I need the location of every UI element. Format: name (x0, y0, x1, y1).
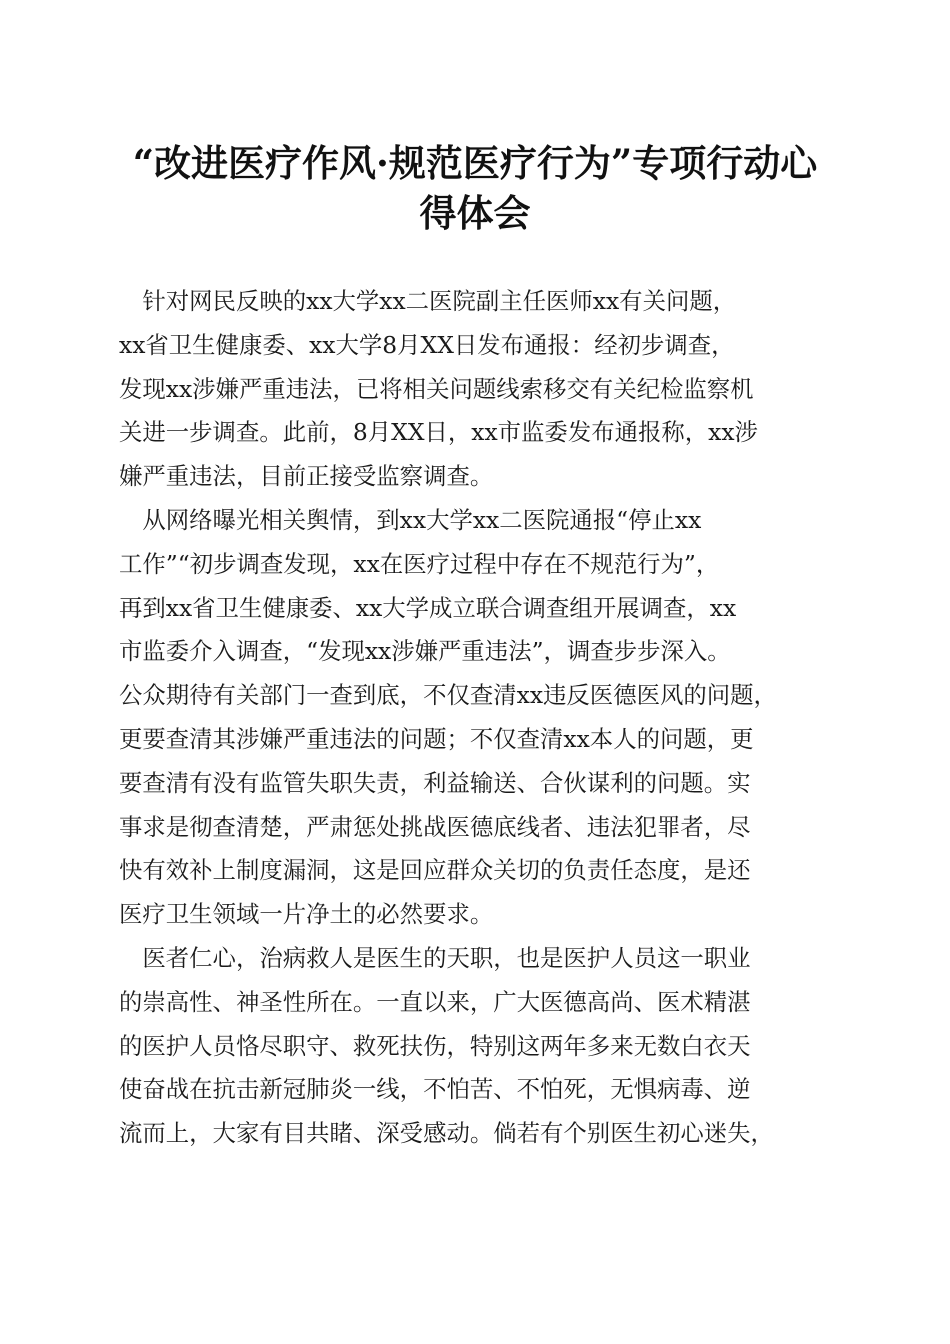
text-line: 针对网民反映的xx大学xx二医院副主任医师xx有关问题， (119, 287, 737, 315)
text-line: 医疗卫生领域一片净土的必然要求。 (119, 900, 494, 929)
text-line: 市监委介入调查，“发现xx涉嫌严重违法”，调查步步深入。 (119, 637, 731, 666)
text-line: 关进一步调查。此前，8月XX日，xx市监委发布通报称，xx涉 (119, 418, 758, 447)
paragraph-2 (119, 499, 839, 937)
text-line: 从网络曝光相关舆情，到xx大学xx二医院通报“停止xx (119, 505, 702, 534)
text-line: 更要查清其涉嫌严重违法的问题；不仅查清xx本人的问题，更 (119, 724, 754, 753)
text-line: 使奋战在抗击新冠肺炎一线，不怕苦、不怕死，无惧病毒、逆 (119, 1075, 751, 1104)
document-body (119, 280, 839, 1156)
paragraph-3 (119, 937, 839, 1156)
title-line: 得体会 (419, 191, 531, 235)
text-line: 流而上，大家有目共睹、深受感动。倘若有个别医生初心迷失， (119, 1119, 774, 1148)
text-line: 的崇高性、神圣性所在。一直以来，广大医德高尚、医术精湛 (119, 987, 751, 1016)
text-line: 医者仁心，治病救人是医生的天职，也是医护人员这一职业 (119, 943, 751, 972)
text-line: 工作”“初步调查发现，xx在医疗过程中存在不规范行为”， (119, 549, 720, 578)
text-line: 发现xx涉嫌严重违法，已将相关问题线索移交有关纪检监察机 (119, 374, 754, 403)
text-line: 公众期待有关部门一查到底，不仅查清xx违反医德医风的问题， (119, 681, 777, 710)
text-line: 再到xx省卫生健康委、xx大学成立联合调查组开展调查，xx (119, 593, 737, 622)
paragraph-1 (119, 280, 839, 499)
text-line: 要查清有没有监管失职失责，利益输送、合伙谋利的问题。实 (119, 768, 751, 797)
text-line: 嫌严重违法，目前正接受监察调查。 (119, 462, 494, 491)
text-line: 的医护人员恪尽职守、救死扶伤，特别这两年多来无数白衣天 (119, 1031, 751, 1060)
text-line: 快有效补上制度漏洞，这是回应群众关切的负责任态度，是还 (119, 856, 751, 885)
document-title (100, 138, 850, 238)
title-line: “改进医疗作风·规范医疗行为”专项行动心 (132, 141, 818, 185)
text-line: xx省卫生健康委、xx大学8月XX日发布通报：经初步调查， (119, 330, 735, 359)
text-line: 事求是彻查清楚，严肃惩处挑战医德底线者、违法犯罪者，尽 (119, 812, 751, 841)
